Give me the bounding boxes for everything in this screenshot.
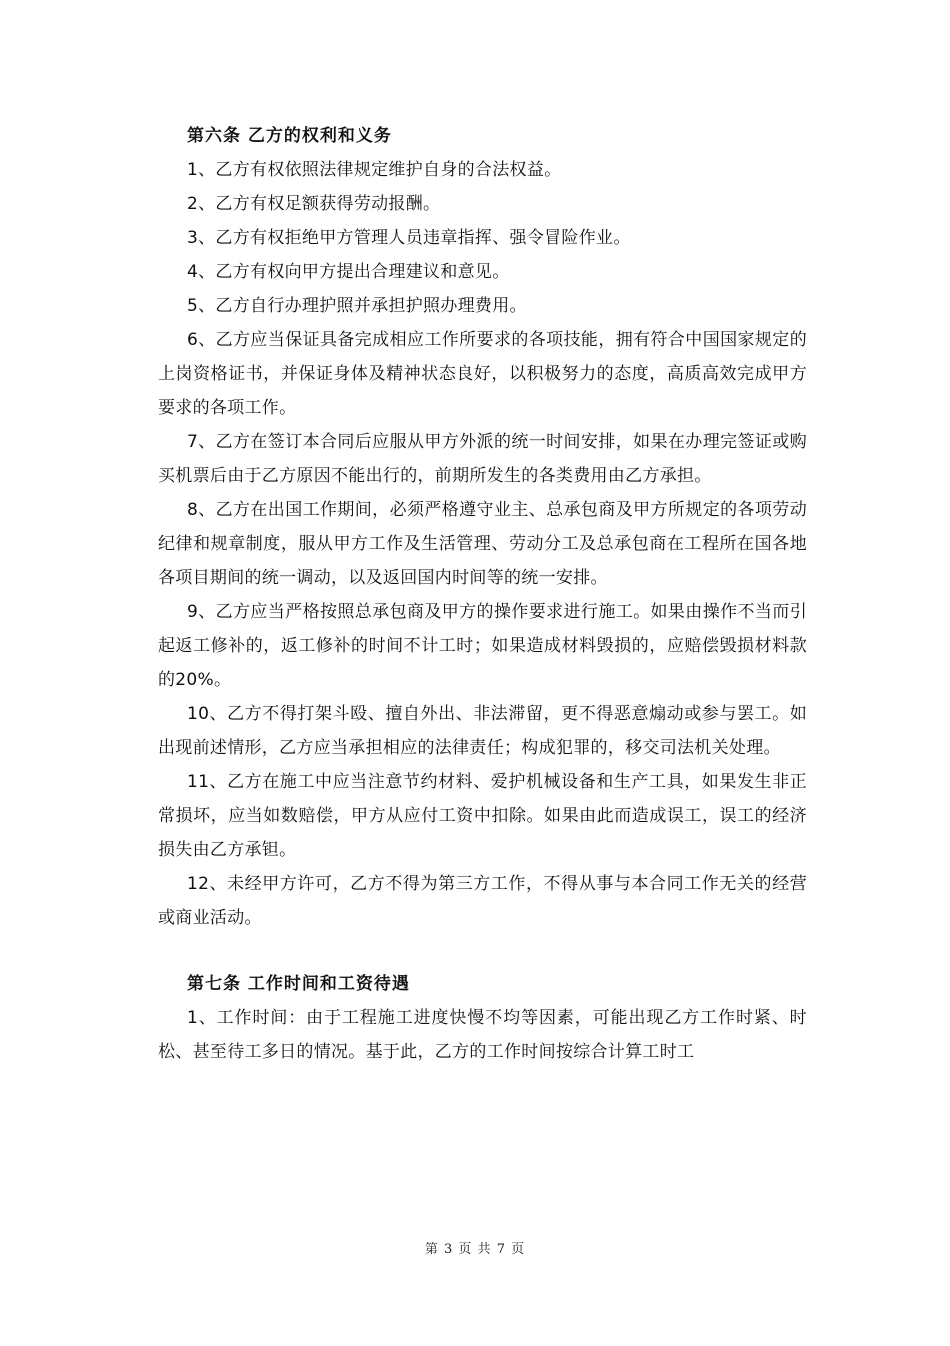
section-6-item-3: 3、乙方有权拒绝甲方管理人员违章指挥、强令冒险作业。 (187, 228, 631, 248)
section-6-item-5: 5、乙方自行办理护照并承担护照办理费用。 (187, 296, 527, 316)
section-spacer (187, 935, 807, 967)
section-6-item-8: 8、乙方在出国工作期间，必须严格遵守业主、总承包商及甲方所规定的各项劳动纪律和规章制度，服从甲方工作及生活管理、劳动分工及总承包商在工程所在国各地各项目期间的统一调动，以及返回国内时间等的统一安排。 (158, 500, 807, 588)
section-6-item-11: 11、乙方在施工中应当注意节约材料、爱护机械设备和生产工具，如果发生非正常损坏，应当如数赔偿，甲方从应付工资中扣除。如果由此而造成误工，误工的经济损失由乙方承钽。 (158, 772, 807, 860)
section-6-item-7: 7、乙方在签订本合同后应服从甲方外派的统一时间安排，如果在办理完签证或购买机票后由于乙方原因不能出行的，前期所发生的各类费用由乙方承担。 (158, 432, 807, 486)
section-6-title: 第六条 乙方的权利和义务 (187, 126, 392, 146)
document-body (158, 119, 807, 1069)
section-6-item-12: 12、未经甲方许可，乙方不得为第三方工作，不得从事与本合同工作无关的经营或商业活动。 (158, 874, 807, 928)
section-6-item-4: 4、乙方有权向甲方提出合理建议和意见。 (187, 262, 510, 282)
section-7-title: 第七条 工作时间和工资待遇 (187, 974, 410, 994)
section-7-item-1: 1、工作时间：由于工程施工进度快慢不均等因素，可能出现乙方工作时紧、时松、甚至待工多日的情况。基于此，乙方的工作时间按综合计算工时工 (158, 1008, 807, 1062)
section-6-item-2: 2、乙方有权足额获得劳动报酬。 (187, 194, 441, 214)
section-6-item-10: 10、乙方不得打架斗殴、擅自外出、非法滞留，更不得恶意煽动或参与罢工。如出现前述情形，乙方应当承担相应的法律责任；构成犯罪的，移交司法机关处理。 (158, 704, 807, 758)
section-6-item-6: 6、乙方应当保证具备完成相应工作所要求的各项技能，拥有符合中国国家规定的上岗资格证书，并保证身体及精神状态良好，以积极努力的态度，高质高效完成甲方要求的各项工作。 (158, 330, 807, 418)
section-6-item-1: 1、乙方有权依照法律规定维护自身的合法权益。 (187, 160, 562, 180)
page-number-footer: 第 3 页 共 7 页 (424, 1242, 526, 1257)
section-6-item-9: 9、乙方应当严格按照总承包商及甲方的操作要求进行施工。如果由操作不当而引起返工修补的，返工修补的时间不计工时；如果造成材料毁损的，应赔偿毁损材料款的20%。 (158, 602, 807, 690)
